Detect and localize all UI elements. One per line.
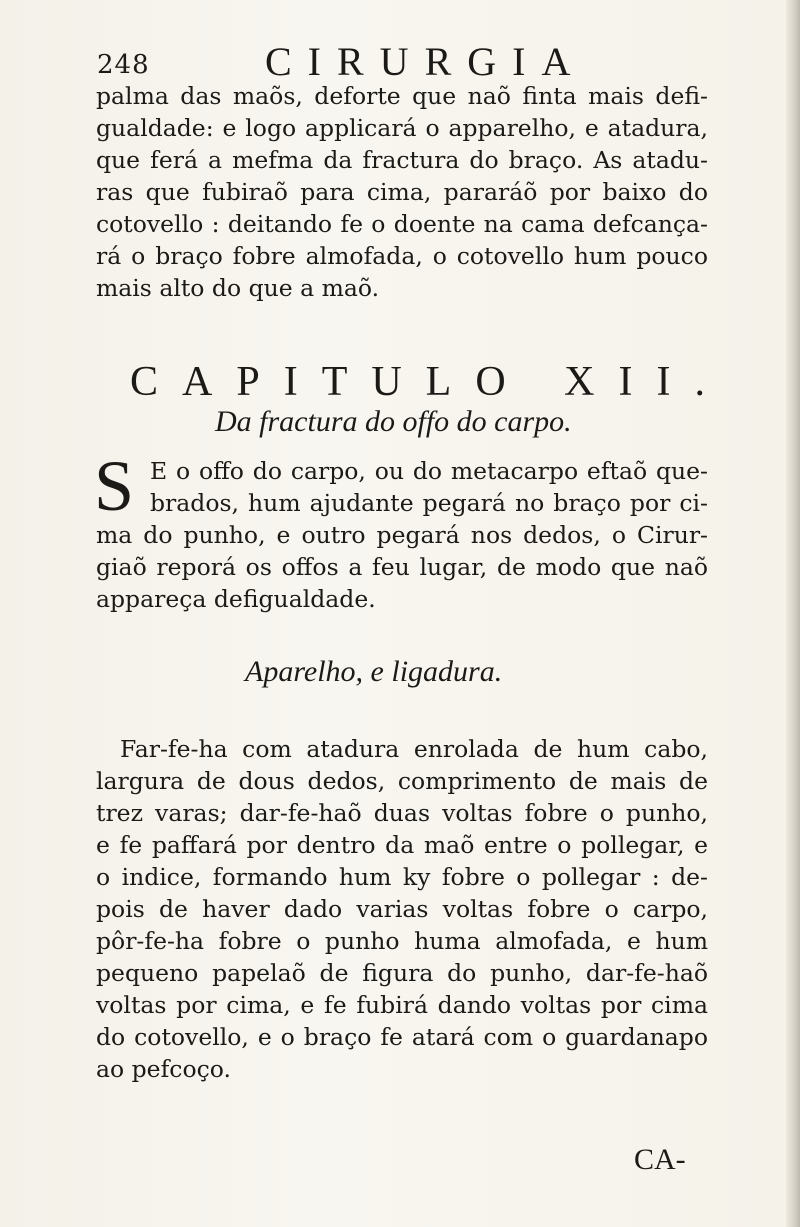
text-line: o indice, formando hum ky fobre o pollegar : de- xyxy=(96,863,708,891)
text-line: gualdade: e logo applicará o apparelho, e atadura, xyxy=(96,114,708,142)
section1-paragraph xyxy=(96,519,708,615)
text-line: ma do punho, e outro pegará nos dedos, o Cirur- xyxy=(96,521,708,549)
text-line: brados, hum ajudante pegará no braço por ci- xyxy=(150,489,708,517)
text-line: que ferá a mefma da fractura do braço. As atadu- xyxy=(96,146,708,174)
text-line: pôr-fe-ha fobre o punho huma almofada, e hum xyxy=(96,927,708,955)
text-line: Far-fe-ha com atadura enrolada de hum cabo, xyxy=(120,735,708,763)
text-line: palma das maõs, deforte que naõ finta mais defi- xyxy=(96,82,708,110)
catchword: CA- xyxy=(634,1143,686,1176)
section1-dropcap-lines xyxy=(150,455,708,519)
page-edge-shadow xyxy=(786,0,800,1227)
running-title: CIRURGIA xyxy=(265,39,587,84)
text-line: voltas por cima, e fe fubirá dando voltas por cima xyxy=(96,991,708,1019)
text-line: cotovello : deitando fe o doente na cama defcança- xyxy=(96,210,708,238)
chapter-title: Da fractura do offo do carpo. xyxy=(215,405,572,438)
text-line: rá o braço fobre almofada, o cotovello hum pouco xyxy=(96,242,708,270)
text-line: E o offo do carpo, ou do metacarpo eftaõ que- xyxy=(150,457,708,485)
text-line: pequeno papelaõ de figura do punho, dar-fe-haõ xyxy=(96,959,708,987)
chapter-heading: CAPITULO XII. xyxy=(130,359,729,405)
text-line: trez varas; dar-fe-haõ duas voltas fobre o punho, xyxy=(96,799,708,827)
text-line: e fe paffará por dentro da maõ entre o pollegar, e xyxy=(96,831,708,859)
text-line: giaõ reporá os offos a feu lugar, de modo que naõ xyxy=(96,553,708,581)
page-number: 248 xyxy=(97,50,150,80)
text-line: appareça defigualdade. xyxy=(96,585,376,613)
drop-cap: S xyxy=(94,446,135,526)
text-line: mais alto do que a maõ. xyxy=(96,274,380,302)
text-line: largura de dous dedos, comprimento de mais de xyxy=(96,767,708,795)
text-line: ras que fubiraõ para cima, pararáõ por baixo do xyxy=(96,178,708,206)
intro-paragraph xyxy=(96,80,708,304)
text-line: do cotovello, e o braço fe atará com o guardanapo xyxy=(96,1023,708,1051)
section-subheading: Aparelho, e ligadura. xyxy=(245,655,503,688)
section2-paragraph xyxy=(96,733,708,1085)
text-line: ao pefcoço. xyxy=(96,1055,231,1083)
text-line: pois de haver dado varias voltas fobre o carpo, xyxy=(96,895,708,923)
